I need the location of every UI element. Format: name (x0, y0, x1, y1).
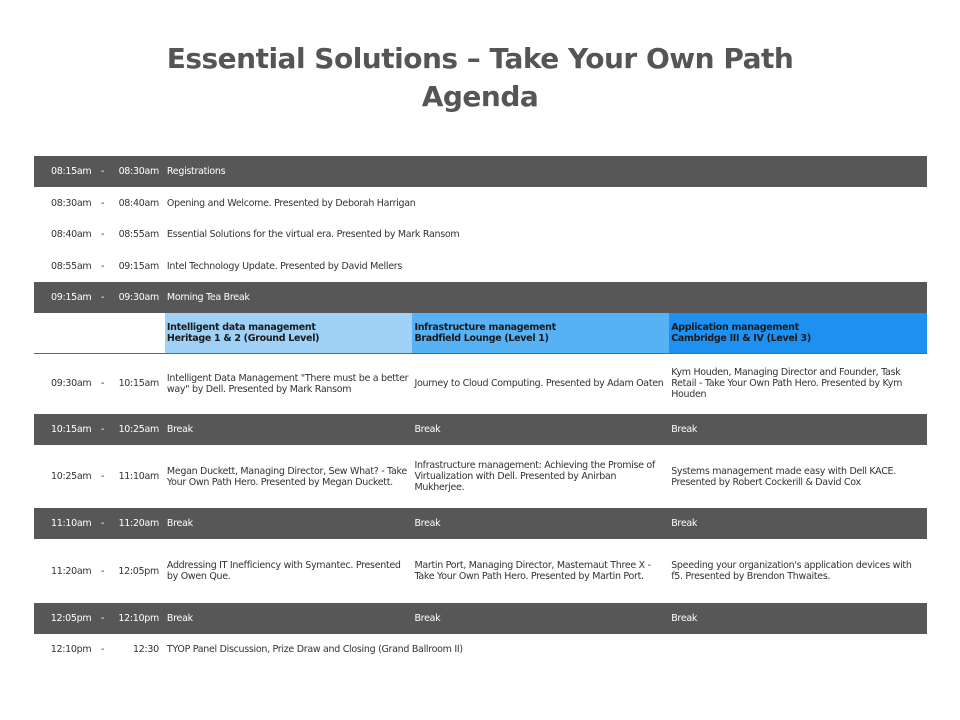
session-data-track: Megan Duckett, Managing Director, Sew What? - Take Your Own Path Hero. Presented by Megan Duckett. (165, 445, 413, 508)
time-separator: - (93, 187, 111, 219)
agenda-row (34, 539, 927, 603)
agenda-row (34, 187, 927, 219)
end-time: 08:30am (112, 156, 165, 187)
break-label: Break (412, 414, 669, 445)
end-time: 10:15am (112, 353, 165, 414)
end-time: 11:10am (112, 445, 165, 508)
end-time: 10:25am (112, 414, 165, 445)
session-application-track: Speeding your organization's application devices with f5. Presented by Brendon Thwaites. (669, 539, 927, 603)
agenda-row (34, 219, 927, 250)
track-name: Intelligent data management (166, 321, 316, 333)
start-time: 10:25am (34, 445, 93, 508)
track-room: Heritage 1 & 2 (Ground Level) (166, 332, 320, 344)
break-label: Break (412, 603, 669, 634)
start-time: 09:30am (34, 353, 93, 414)
time-separator: - (93, 219, 111, 250)
track-room: Bradfield Lounge (Level 1) (414, 332, 549, 344)
session-application-track: Kym Houden, Managing Director and Founder, Task Retail - Take Your Own Path Hero. Presented by Kym Houden (669, 353, 927, 414)
end-time: 08:40am (112, 187, 165, 219)
session-title: Essential Solutions for the virtual era. Presented by Mark Ransom (165, 219, 927, 250)
end-time: 12:05pm (112, 539, 165, 603)
session-data-track: Addressing IT Inefficiency with Symantec. Presented by Owen Que. (165, 539, 413, 603)
session-title: Morning Tea Break (165, 282, 927, 313)
time-separator: - (93, 603, 111, 634)
end-time: 12:30 (112, 634, 165, 665)
time-separator: - (93, 508, 111, 539)
agenda-row (34, 282, 927, 313)
session-infrastructure-track: Journey to Cloud Computing. Presented by Adam Oaten (412, 353, 669, 414)
end-time: 09:30am (112, 282, 165, 313)
time-separator: - (93, 539, 111, 603)
track-name: Infrastructure management (414, 321, 556, 333)
track-room: Cambridge III & IV (Level 3) (671, 332, 811, 344)
start-time: 08:30am (34, 187, 93, 219)
start-time: 12:10pm (34, 634, 93, 665)
end-time: 11:20am (112, 508, 165, 539)
start-time: 11:20am (34, 539, 93, 603)
track-header-application (669, 313, 927, 353)
end-time: 12:10pm (112, 603, 165, 634)
start-time: 08:55am (34, 250, 93, 282)
page-title (0, 40, 960, 116)
start-time: 11:10am (34, 508, 93, 539)
break-label: Break (165, 508, 413, 539)
end-time: 08:55am (112, 219, 165, 250)
start-time: 08:15am (34, 156, 93, 187)
time-separator: - (93, 282, 111, 313)
time-separator: - (93, 353, 111, 414)
agenda-row (34, 414, 927, 445)
break-label: Break (165, 603, 413, 634)
agenda-row (34, 250, 927, 282)
time-separator: - (93, 445, 111, 508)
agenda-row (34, 508, 927, 539)
break-label: Break (669, 414, 927, 445)
session-title: Intel Technology Update. Presented by David Mellers (165, 250, 927, 282)
track-name: Application management (671, 321, 799, 333)
agenda-row (34, 634, 927, 665)
track-header-data (165, 313, 413, 353)
start-time: 09:15am (34, 282, 93, 313)
track-header-infrastructure (412, 313, 669, 353)
agenda-table (34, 156, 927, 665)
break-label: Break (165, 414, 413, 445)
time-separator: - (93, 156, 111, 187)
session-title: Registrations (165, 156, 927, 187)
break-label: Break (412, 508, 669, 539)
title-line-1: Essential Solutions – Take Your Own Path (166, 42, 794, 75)
break-label: Break (669, 603, 927, 634)
agenda-row (34, 603, 927, 634)
session-title: TYOP Panel Discussion, Prize Draw and Closing (Grand Ballroom II) (165, 634, 927, 665)
agenda-row (34, 353, 927, 414)
start-time: 12:05pm (34, 603, 93, 634)
session-title: Opening and Welcome. Presented by Deborah Harrigan (165, 187, 927, 219)
agenda-row (34, 445, 927, 508)
session-infrastructure-track: Martin Port, Managing Director, Mastemaut Three X - Take Your Own Path Hero. Presented by Martin Port. (412, 539, 669, 603)
start-time: 08:40am (34, 219, 93, 250)
time-separator: - (93, 414, 111, 445)
track-header-row (34, 313, 927, 353)
time-separator: - (93, 634, 111, 665)
session-infrastructure-track: Infrastructure management: Achieving the Promise of Virtualization with Dell. Presented by Anirban Mukherjee. (412, 445, 669, 508)
break-label: Break (669, 508, 927, 539)
session-data-track: Intelligent Data Management "There must be a better way" by Dell. Presented by Mark Ransom (165, 353, 413, 414)
session-application-track: Systems management made easy with Dell KACE. Presented by Robert Cockerill & David Cox (669, 445, 927, 508)
time-separator: - (93, 250, 111, 282)
start-time: 10:15am (34, 414, 93, 445)
end-time: 09:15am (112, 250, 165, 282)
title-line-2: Agenda (421, 80, 539, 113)
agenda-row (34, 156, 927, 187)
